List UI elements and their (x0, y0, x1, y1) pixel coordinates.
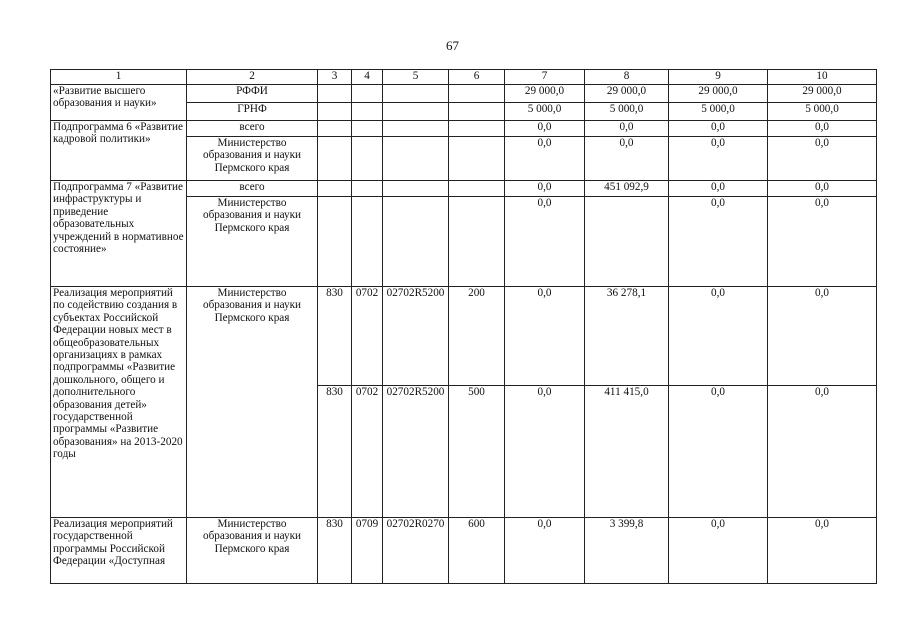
value-cell: 0,0 (585, 121, 669, 137)
value-cell: 29 000,0 (585, 85, 669, 103)
table-row (51, 85, 877, 103)
value-cell: 0,0 (669, 121, 768, 137)
header-cell: 4 (352, 70, 383, 85)
code-cell: 02702R0270 (383, 518, 449, 584)
value-cell: 0,0 (669, 386, 768, 518)
value-cell: 0,0 (768, 181, 877, 197)
code-cell: 02702R5200 (383, 287, 449, 386)
value-cell (585, 197, 669, 287)
value-cell: 0,0 (768, 518, 877, 584)
value-cell: 0,0 (585, 137, 669, 181)
table-header-row (51, 70, 877, 85)
header-cell: 2 (187, 70, 318, 85)
program-title: Подпрограмма 6 «Развитие кадровой политики» (51, 121, 187, 181)
header-cell: 1 (51, 70, 187, 85)
value-cell: 0,0 (768, 197, 877, 287)
value-cell: 29 000,0 (669, 85, 768, 103)
code-cell: 600 (449, 518, 505, 584)
value-cell: 411 415,0 (585, 386, 669, 518)
value-cell: 0,0 (669, 287, 768, 386)
header-cell: 6 (449, 70, 505, 85)
value-cell: 0,0 (669, 518, 768, 584)
value-cell: 0,0 (768, 287, 877, 386)
value-cell: 36 278,1 (585, 287, 669, 386)
header-cell: 8 (585, 70, 669, 85)
value-cell: 29 000,0 (505, 85, 585, 103)
value-cell: 0,0 (768, 137, 877, 181)
code-cell: 0702 (352, 287, 383, 386)
value-cell: 3 399,8 (585, 518, 669, 584)
value-cell: 0,0 (505, 518, 585, 584)
code-cell: 02702R5200 (383, 386, 449, 518)
code-cell: 830 (318, 386, 352, 518)
value-cell: 0,0 (505, 181, 585, 197)
program-title: Реализация мероприятий государственной программы Российской Федерации «Доступная (51, 518, 187, 584)
value-cell: 29 000,0 (768, 85, 877, 103)
code-cell: 0702 (352, 386, 383, 518)
value-cell: 0,0 (768, 121, 877, 137)
header-cell: 5 (383, 70, 449, 85)
value-cell: 0,0 (669, 181, 768, 197)
value-cell: 0,0 (505, 287, 585, 386)
org-cell: Министерство образования и науки Пермского края (187, 287, 318, 518)
org-cell: Министерство образования и науки Пермского края (187, 518, 318, 584)
org-cell: всего (187, 181, 318, 197)
value-cell: 0,0 (669, 197, 768, 287)
value-cell: 5 000,0 (505, 103, 585, 121)
program-title: «Развитие высшего образования и науки» (51, 85, 187, 121)
value-cell: 0,0 (768, 386, 877, 518)
code-cell: 830 (318, 518, 352, 584)
table-row (51, 121, 877, 137)
code-cell: 830 (318, 287, 352, 386)
header-cell: 7 (505, 70, 585, 85)
table-row (51, 518, 877, 584)
budget-table (50, 69, 877, 584)
value-cell: 5 000,0 (585, 103, 669, 121)
value-cell: 5 000,0 (768, 103, 877, 121)
code-cell: 200 (449, 287, 505, 386)
value-cell: 0,0 (669, 137, 768, 181)
value-cell: 0,0 (505, 386, 585, 518)
org-cell: РФФИ (187, 85, 318, 103)
program-title: Реализация мероприятий по содействию создания в субъектах Российской Федерации новых мест в общеобразовательных организациях в рамках подпрограммы «Развитие дошкольного, общего и дополнительного образования детей» государственной программы «Развитие образования» на 2013-2020 годы (51, 287, 187, 518)
code-cell: 500 (449, 386, 505, 518)
value-cell: 5 000,0 (669, 103, 768, 121)
page-number: 67 (446, 38, 459, 53)
header-cell: 9 (669, 70, 768, 85)
value-cell: 0,0 (505, 121, 585, 137)
value-cell: 451 092,9 (585, 181, 669, 197)
value-cell: 0,0 (505, 137, 585, 181)
table-row (51, 287, 877, 386)
org-cell: Министерство образования и науки Пермского края (187, 197, 318, 287)
header-cell: 10 (768, 70, 877, 85)
header-cell: 3 (318, 70, 352, 85)
table-row (51, 181, 877, 197)
program-title: Подпрограмма 7 «Развитие инфраструктуры и приведение образовательных учреждений в нормативное состояние» (51, 181, 187, 287)
org-cell: всего (187, 121, 318, 137)
value-cell: 0,0 (505, 197, 585, 287)
code-cell: 0709 (352, 518, 383, 584)
org-cell: Министерство образования и науки Пермского края (187, 137, 318, 181)
org-cell: ГРНФ (187, 103, 318, 121)
